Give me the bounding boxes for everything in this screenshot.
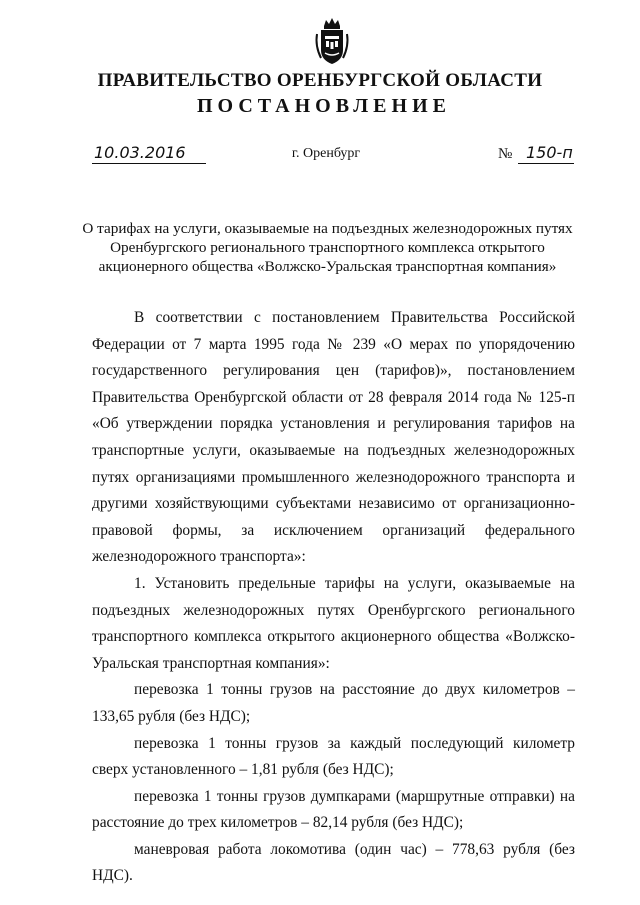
- tariff-item: перевозка 1 тонны грузов думпкарами (маршрутные отправки) на расстояние до трех километров – 82,14 рубля (без НДС);: [92, 787, 575, 832]
- document-date: 10.03.2016: [92, 143, 206, 164]
- tariff-item: перевозка 1 тонны грузов на расстояние до двух километров – 133,65 рубля (без НДС);: [92, 681, 575, 725]
- body-paragraph: В соответствии с постановлением Правительства Российской Федерации от 7 марта 1995 года № 239 «О мерах по упорядочению государственного регулирования цен (тарифов)», постановлением Правительства Оренбургской области от 28 февраля 2014 года № 125-п «Об утверждении порядка установления и регулирования тарифов на транспортные услуги, оказываемые на подъездных железнодорожных путях организациями промышленного железнодорожного транспорта и другими хозяйствующими субъектами независимо от организационно-правовой формы, за исключением организаций федерального железнодорожного транспорта»:: [92, 309, 575, 566]
- government-title: ПРАВИТЕЛЬСТВО ОРЕНБУРГСКОЙ ОБЛАСТИ: [97, 70, 543, 91]
- document-type-title: ПОСТАНОВЛЕНИЕ: [197, 95, 451, 117]
- document-number-label: №: [498, 146, 513, 162]
- body-paragraph: 1. Установить предельные тарифы на услуги, оказываемые на подъездных железнодорожных путях Оренбургского регионального транспортного комплекса открытого акционерного общества «Волжско-Уральская транспортная компания»:: [92, 574, 575, 672]
- document-number: 150-п: [518, 143, 574, 164]
- document-subject: О тарифах на услуги, оказываемые на подъездных железнодорожных путях Оренбургского регионального транспортного комплекса открытого акционерного общества «Волжско-Уральская транспортная компания»: [82, 220, 573, 275]
- document-city: г. Оренбург: [291, 146, 361, 161]
- document-body: [92, 305, 575, 890]
- document-meta-row: [0, 143, 640, 169]
- tariff-item: маневровая работа локомотива (один час) – 778,63 рубля (без НДС).: [92, 840, 575, 885]
- tariff-item: перевозка 1 тонны грузов за каждый последующий километр сверх установленного – 1,81 рубля (без НДС);: [92, 734, 575, 779]
- coat-of-arms-icon: [313, 16, 351, 66]
